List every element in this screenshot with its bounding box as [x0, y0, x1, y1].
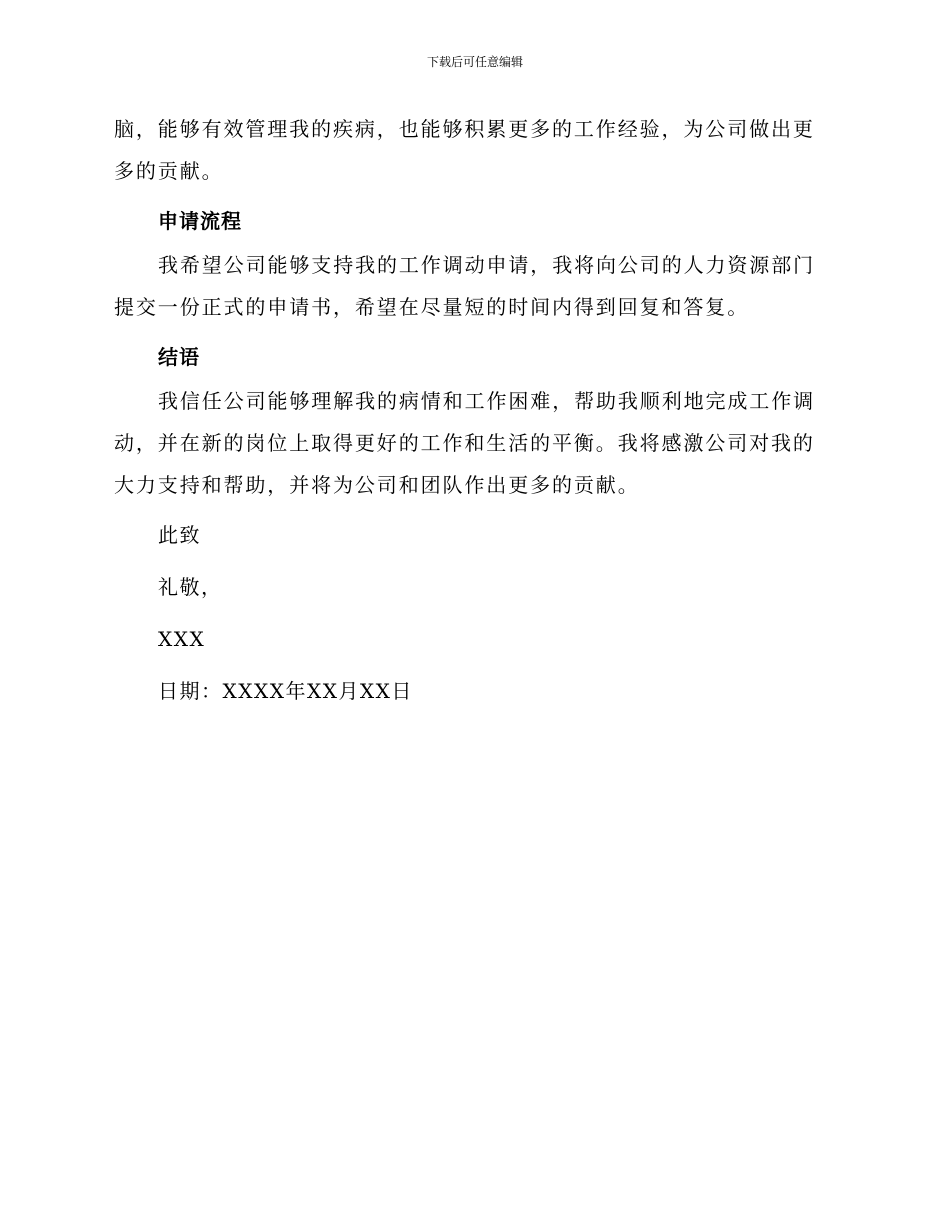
closing-regards: 礼敬，: [158, 575, 223, 599]
document-body: [114, 108, 830, 722]
section-heading-conclusion: 结语: [158, 345, 200, 369]
conclusion-paragraph: 我信任公司能够理解我的病情和工作困难，帮助我顺利地完成工作调动，并在新的岗位上取得更好的工作和生活的平衡。我将感激公司对我的大力支持和帮助，并将为公司和团队作出更多的贡献。: [114, 389, 815, 497]
section-heading-application: 申请流程: [158, 209, 242, 233]
intro-continuation-paragraph: 脑，能够有效管理我的疾病，也能够积累更多的工作经验，为公司做出更多的贡献。: [114, 117, 815, 183]
date-line: 日期：XXXX年XX月XX日: [158, 679, 413, 703]
application-paragraph: 我希望公司能够支持我的工作调动申请，我将向公司的人力资源部门提交一份正式的申请书，希望在尽量短的时间内得到回复和答复。: [114, 253, 815, 319]
signature: XXX: [158, 627, 206, 651]
closing-salutation: 此致: [158, 523, 201, 547]
page-header-note: 下载后可任意编辑: [426, 55, 523, 69]
